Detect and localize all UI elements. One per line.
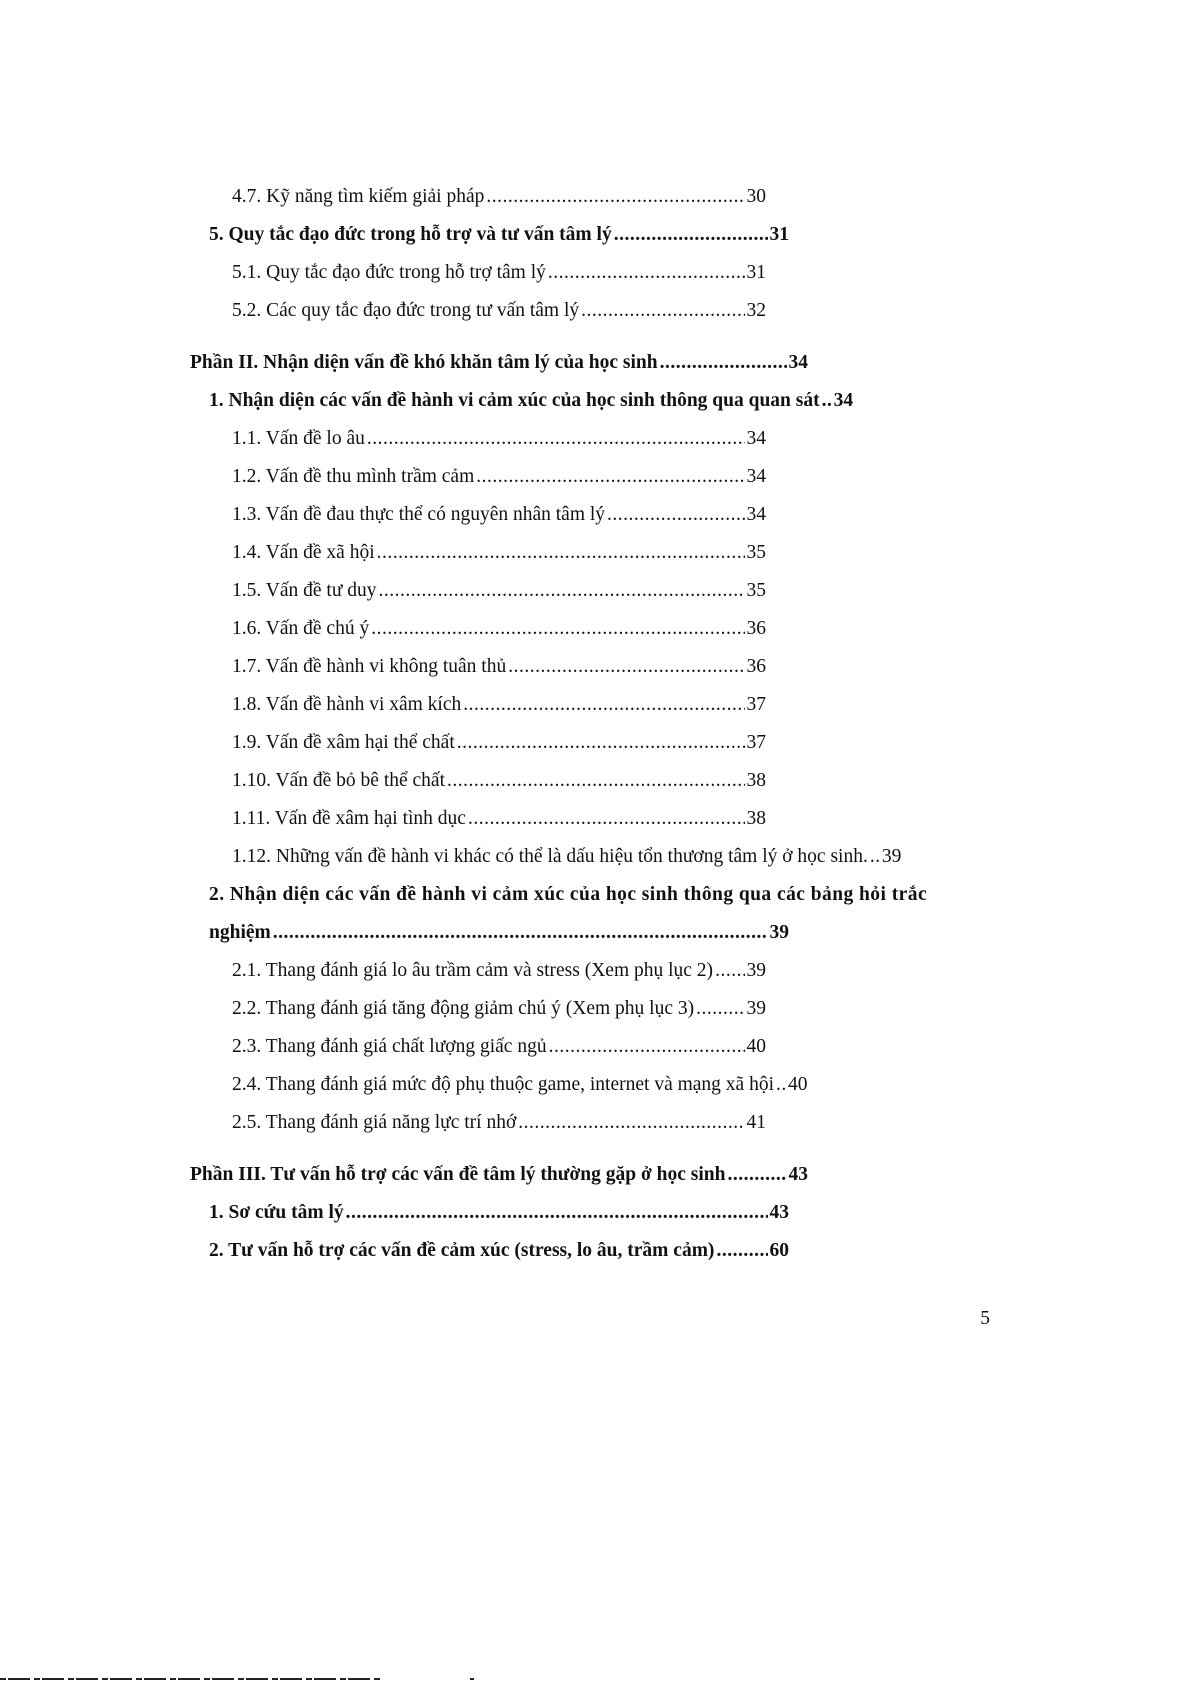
toc-entry-title: 2.4. Thang đánh giá mức độ phụ thuộc game, internet và mạng xã hội [232, 1074, 774, 1095]
toc-entry[interactable] [0, 870, 982, 908]
toc-entry-title: 1.7. Vấn đề hành vi không tuân thủ [232, 656, 507, 677]
toc-entry[interactable] [0, 832, 959, 870]
toc-entry[interactable] [0, 452, 959, 490]
toc-leader-dots [486, 184, 744, 210]
toc-leader-dots [548, 260, 745, 286]
toc-leader-dots [822, 388, 832, 414]
toc-entry-page: 35 [746, 580, 766, 601]
toc-leader-dots [716, 1238, 767, 1264]
toc-entry[interactable] [0, 1226, 982, 1264]
toc-leader-dots [607, 502, 744, 528]
toc-entry[interactable] [0, 984, 959, 1022]
toc-entry[interactable] [0, 946, 959, 984]
toc-entry-title: 1. Sơ cứu tâm lý [209, 1202, 344, 1223]
toc-leader-dots [508, 654, 744, 680]
toc-leader-dots [727, 1162, 786, 1188]
toc-entry-page: 36 [746, 656, 766, 677]
toc-leader-dots [367, 426, 745, 452]
toc-leader-dots [468, 806, 745, 832]
toc-entry[interactable] [0, 248, 959, 286]
toc-entry-title: 1.1. Vấn đề lo âu [232, 428, 365, 449]
toc-entry[interactable] [0, 718, 959, 756]
toc-leader-dots [715, 958, 744, 984]
toc-entry-title: Phần III. Tư vấn hỗ trợ các vấn đề tâm lý thường gặp ở học sinh [190, 1164, 726, 1185]
toc-leader-dots [549, 1034, 745, 1060]
toc-entry-title: 2.3. Thang đánh giá chất lượng giấc ngủ [232, 1036, 547, 1057]
toc-entry-page: 36 [746, 618, 766, 639]
toc-entry-title: 2.1. Thang đánh giá lo âu trầm cảm và stress (Xem phụ lục 2) [232, 960, 714, 981]
toc-leader-dots [447, 768, 745, 794]
toc-entry-page: 34 [746, 428, 766, 449]
toc-entry-page: 38 [746, 770, 766, 791]
bottom-scan-rule [0, 1678, 380, 1680]
toc-leader-dots [870, 844, 880, 870]
toc-leader-dots [463, 692, 744, 718]
toc-entry-title: 1.11. Vấn đề xâm hại tình dục [232, 808, 466, 829]
toc-entry[interactable] [0, 1188, 982, 1226]
toc-entry[interactable] [0, 794, 959, 832]
toc-entry-title: 1.5. Vấn đề tư duy [232, 580, 377, 601]
toc-entry-page: 30 [746, 186, 766, 207]
toc-entry-title: 2.2. Thang đánh giá tăng động giảm chú ý (Xem phụ lục 3) [232, 998, 695, 1019]
toc-entry-title: 1. Nhận diện các vấn đề hành vi cảm xúc của học sinh thông qua quan sát [209, 390, 820, 411]
toc-leader-dots [346, 1200, 768, 1226]
toc-leader-dots [371, 616, 744, 642]
toc-leader-dots [518, 1110, 744, 1136]
toc-entry-page: 35 [746, 542, 766, 563]
bottom-scan-mark [470, 1678, 474, 1680]
toc-entry[interactable] [0, 1060, 959, 1098]
toc-entry[interactable] [0, 490, 959, 528]
toc-entry-page: 34 [833, 390, 854, 411]
toc-entry-title: Phần II. Nhận diện vấn đề khó khăn tâm lý của học sinh [190, 352, 658, 373]
toc-leader-dots [776, 1072, 786, 1098]
toc-entry-page: 34 [746, 466, 766, 487]
toc-entry-page: 39 [881, 846, 902, 867]
toc-entry-page: 38 [746, 808, 766, 829]
toc-entry-title: 5.1. Quy tắc đạo đức trong hỗ trợ tâm lý [232, 262, 546, 283]
toc-entry-page: 32 [746, 300, 766, 321]
toc-entry-title: 1.4. Vấn đề xã hội [232, 542, 375, 563]
toc-leader-dots [377, 540, 745, 566]
toc-entry-page: 39 [746, 998, 766, 1019]
toc-entry[interactable] [0, 286, 959, 324]
toc-entry[interactable] [0, 338, 1001, 376]
toc-entry[interactable] [0, 1150, 1001, 1188]
toc-entry-page: 34 [788, 352, 808, 373]
toc-leader-dots [457, 730, 745, 756]
toc-leader-dots [273, 920, 768, 946]
toc-leader-dots [660, 350, 787, 376]
toc-leader-dots [476, 464, 744, 490]
toc-leader-dots [581, 298, 744, 324]
toc-entry[interactable] [0, 414, 959, 452]
toc-entry-page: 34 [746, 504, 766, 525]
toc-entry-title: 1.12. Những vấn đề hành vi khác có thể là dấu hiệu tổn thương tâm lý ở học sinh. [232, 846, 868, 867]
toc-entry-title: 1.2. Vấn đề thu mình trầm cảm [232, 466, 475, 487]
toc-entry[interactable] [0, 642, 959, 680]
toc-entry-title: 1.8. Vấn đề hành vi xâm kích [232, 694, 462, 715]
toc-entry[interactable] [0, 376, 982, 414]
toc-leader-dots [696, 996, 744, 1022]
toc-entry[interactable] [0, 210, 982, 248]
toc-entry-page: 40 [788, 1074, 808, 1095]
toc-entry-page: 60 [769, 1240, 789, 1261]
toc-entry[interactable] [0, 680, 959, 718]
toc-leader-dots [614, 222, 768, 248]
toc-entry[interactable] [0, 566, 959, 604]
toc-entry-title: 2. Tư vấn hỗ trợ các vấn đề cảm xúc (stress, lo âu, trầm cảm) [209, 1240, 715, 1261]
toc-entry[interactable] [0, 1022, 959, 1060]
page-number: 5 [980, 1308, 990, 1329]
toc-entry-title: 2.5. Thang đánh giá năng lực trí nhớ [232, 1112, 517, 1133]
toc-entry[interactable] [0, 172, 959, 210]
toc-entry-page: 41 [746, 1112, 766, 1133]
toc-entry-page: 31 [769, 224, 789, 245]
toc-entry-page: 37 [746, 694, 766, 715]
toc-entry-page: 39 [746, 960, 766, 981]
toc-entry-page: 43 [788, 1164, 808, 1185]
toc-entry-title: 5. Quy tắc đạo đức trong hỗ trợ và tư vấn tâm lý [209, 224, 612, 245]
toc-entry-title: nghiệm [209, 922, 271, 943]
toc-entry-title: 1.10. Vấn đề bỏ bê thể chất [232, 770, 445, 791]
toc-entry[interactable] [0, 1098, 959, 1136]
toc-entry[interactable] [0, 604, 959, 642]
toc-entry[interactable] [0, 528, 959, 566]
toc-entry-page: 39 [769, 922, 789, 943]
toc-entry[interactable] [0, 908, 982, 946]
toc-entry-title: 5.2. Các quy tắc đạo đức trong tư vấn tâm lý [232, 300, 580, 321]
toc-entry-page: 43 [769, 1202, 789, 1223]
toc-entry[interactable] [0, 756, 959, 794]
toc-entry-page: 37 [746, 732, 766, 753]
toc-entry-page: 40 [746, 1036, 766, 1057]
toc-entry-title: 1.6. Vấn đề chú ý [232, 618, 370, 639]
toc-entry-title: 2. Nhận diện các vấn đề hành vi cảm xúc của học sinh thông qua các bảng hỏi trắc [209, 884, 928, 905]
toc-entry-title: 1.9. Vấn đề xâm hại thể chất [232, 732, 455, 753]
toc-leader-dots [379, 578, 745, 604]
toc-entry-title: 4.7. Kỹ năng tìm kiếm giải pháp [232, 186, 485, 207]
toc-entry-page: 31 [746, 262, 766, 283]
toc-entry-title: 1.3. Vấn đề đau thực thể có nguyên nhân tâm lý [232, 504, 606, 525]
